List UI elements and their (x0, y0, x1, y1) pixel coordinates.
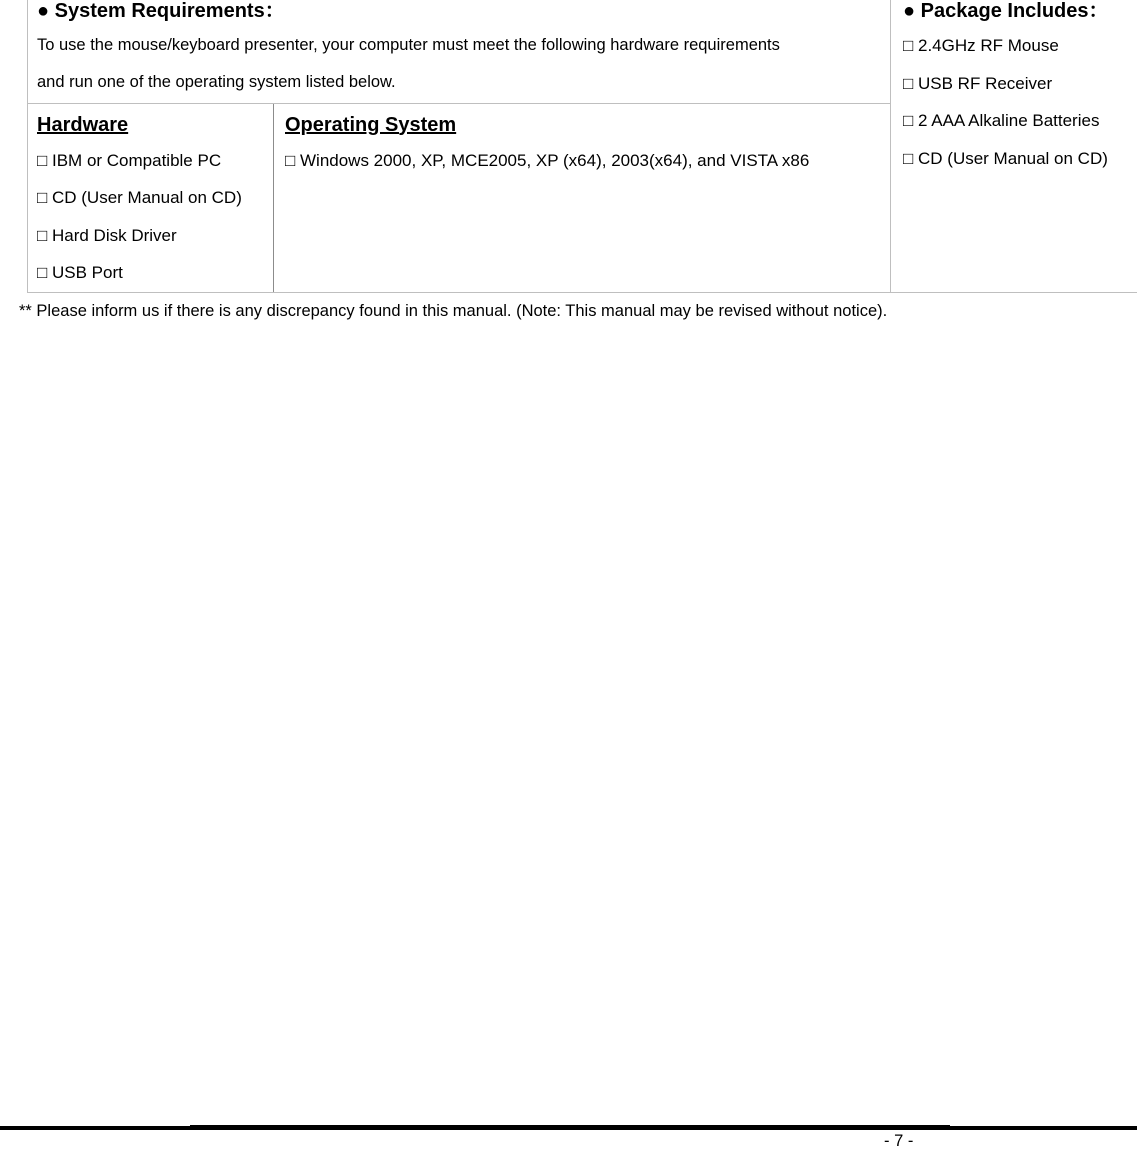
page-number: - 7 - (884, 1132, 914, 1150)
operating-system-heading: Operating System (285, 113, 457, 136)
package-item: □ 2 AAA Alkaline Batteries (903, 111, 1100, 130)
operating-system-section (274, 103, 891, 292)
package-item: □ USB RF Receiver (903, 73, 1053, 93)
hardware-item: □ Hard Disk Driver (37, 225, 177, 245)
system-requirements-heading: ● System Requirements： (37, 0, 285, 22)
package-includes-heading: ● Package Includes： (903, 0, 1109, 22)
footer-divider (0, 1126, 1137, 1130)
operating-system-item: □ Windows 2000, XP, MCE2005, XP (x64), 2003(x64), and VISTA x86 (285, 150, 810, 170)
system-requirements-description-line1: To use the mouse/keyboard presenter, your computer must meet the following hardware requirements (37, 36, 780, 54)
system-requirements-description-line2: and run one of the operating system listed below. (37, 73, 396, 91)
requirements-table (27, 0, 1137, 293)
hardware-heading: Hardware (37, 113, 129, 136)
package-item: □ CD (User Manual on CD) (903, 148, 1108, 168)
hardware-section (28, 103, 274, 292)
discrepancy-note: ** Please inform us if there is any discrepancy found in this manual. (Note: This manual may be revised without notice). (19, 302, 888, 320)
hardware-item: □ USB Port (37, 263, 123, 282)
package-includes-section (891, 0, 1137, 292)
hardware-item: □ IBM or Compatible PC (37, 150, 222, 170)
system-requirements-section (28, 0, 891, 103)
hardware-item: □ CD (User Manual on CD) (37, 188, 242, 207)
package-item: □ 2.4GHz RF Mouse (903, 36, 1059, 55)
